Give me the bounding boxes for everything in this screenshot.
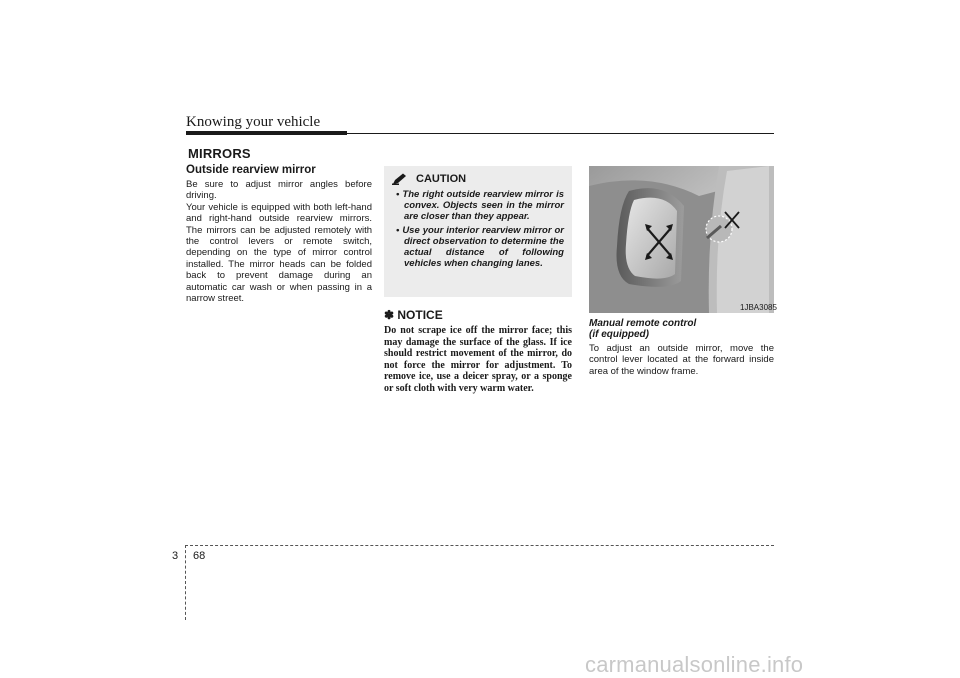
caution-item-1: • The right outside rearview mirror is convex. Objects seen in the mirror are closer than they appear. (396, 189, 564, 223)
mirror-photo (589, 166, 774, 313)
section-title: MIRRORS (188, 146, 251, 161)
notice-block (384, 308, 572, 395)
outside-mirror-column (186, 164, 372, 304)
caution-box (384, 166, 572, 297)
caution-heading: CAUTION (416, 173, 467, 185)
header-rule-thin (347, 133, 774, 134)
header-rule-thick (186, 131, 347, 135)
watermark: carmanualsonline.info (585, 652, 804, 677)
page-number: 68 (193, 550, 206, 562)
footer-vertical-rule (185, 545, 186, 620)
outside-mirror-para2: Your vehicle is equipped with both left-hand and right-hand outside rearview mirrors. The mirrors can be adjusted remotely with the control levers or remote switch, depending on the type of mirror control installed. The mirror heads can be folded back to prevent damage during an automatic car wash or when passing in a narrow street. (186, 201, 372, 305)
remote-control-column (589, 318, 774, 377)
notice-heading: ✽ NOTICE (384, 308, 443, 322)
running-header: Knowing your vehicle (186, 114, 321, 130)
mirror-illustration (589, 166, 774, 313)
footer-rule (185, 545, 774, 546)
caution-heading-row (392, 173, 564, 185)
pencil-icon (392, 173, 408, 185)
caution-item-2: • Use your interior rearview mirror or direct observation to determine the actual distance of following vehicles when changing lanes. (396, 224, 564, 270)
chapter-number: 3 (172, 550, 179, 562)
figure-label: 1JBA3085 (740, 303, 777, 312)
outside-mirror-para1: Be sure to adjust mirror angles before driving. (186, 179, 372, 202)
remote-control-caption: Manual remote control (if equipped) (589, 318, 697, 341)
remote-control-text: To adjust an outside mirror, move the control lever located at the forward inside area of the window frame. (589, 342, 774, 377)
notice-text: Do not scrape ice off the mirror face; this may damage the surface of the glass. If ice should restrict movement of the mirror, do not force the mirror for adjustment. To remove ice, use a deicer spray, or a sponge or soft cloth with very warm water. (384, 325, 572, 394)
outside-mirror-heading: Outside rearview mirror (186, 164, 316, 176)
